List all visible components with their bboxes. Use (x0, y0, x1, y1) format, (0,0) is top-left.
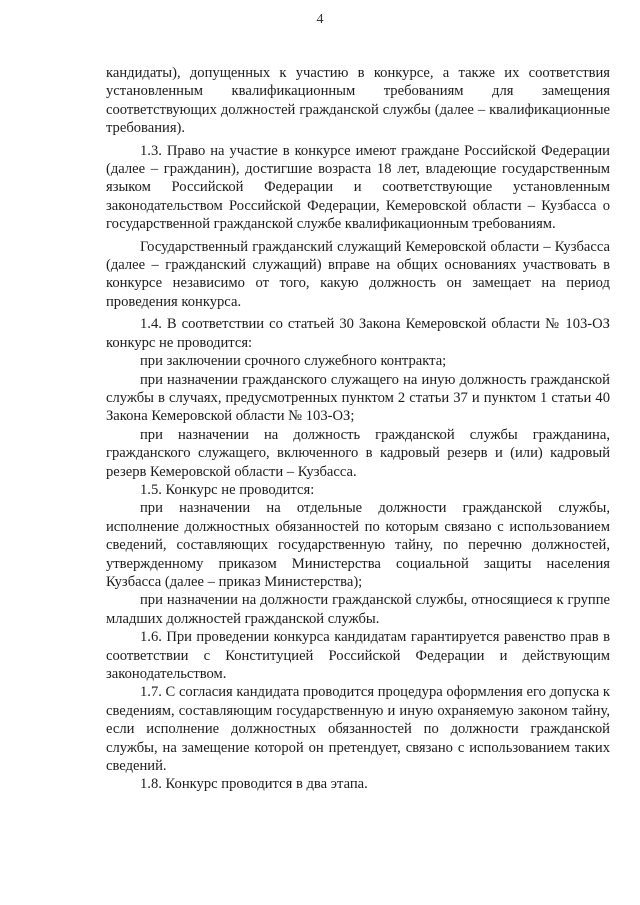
list-item-junior-positions: при назначении на должности гражданской службы, относящиеся к группе младших должностей гражданской службы. (106, 592, 610, 627)
list-item-fixed-term-contract: при заключении срочного служебного контракта; (140, 353, 447, 370)
paragraph-qualification-requirements: кандидаты), допущенных к участию в конкурсе, а также их соответствия установленным квалификационным требованиям для замещения соответствующих должностей гражданской службы (далее – квалификационные требования). (106, 65, 610, 137)
document-body (106, 64, 610, 794)
paragraph-1-6: 1.6. При проведении конкурса кандидатам гарантируется равенство прав в соответствии с Конституцией Российской Федерации и действующим законодательством. (106, 629, 610, 682)
paragraph-civil-servant: Государственный гражданский служащий Кемеровской области – Кузбасса (далее – гражданский служащий) вправе на общих основаниях участвовать в конкурсе независимо от того, какую должность он замещает на период проведения конкурса. (106, 238, 610, 310)
paragraph-1-7: 1.7. С согласия кандидата проводится процедура оформления его допуска к сведениям, составляющим государственную и иную охраняемую законом тайну, если исполнение должностных обязанностей по должности гражданской службы, на замещение которой он претендует, связано с использованием таких сведений. (106, 684, 610, 775)
list-item-personnel-reserve: при назначении на должность гражданской службы гражданина, гражданского служащего, включенного в кадровый резерв и (или) кадровый резерв Кемеровской области – Кузбасса. (106, 426, 610, 480)
paragraph-1-3: 1.3. Право на участие в конкурсе имеют граждане Российской Федерации (далее – гражданин), достигшие возраста 18 лет, владеющие государственным языком Российской Федерации и соответствующие установленным законодательством Российской Федерации, Кемеровской области – Кузбасса о государственной гражданской службе квалификационным требованиям. (106, 142, 610, 233)
paragraph-1-4: 1.4. В соответствии со статьей 30 Закона Кемеровской области № 103-ОЗ конкурс не проводится: (106, 316, 610, 351)
list-item-appointment-other-position: при назначении гражданского служащего на иную должность гражданской службы в случаях, предусмотренных пунктом 2 статьи 37 и пунктом 1 статьи 40 Закона Кемеровской области № 103-ОЗ; (106, 371, 610, 425)
paragraph-1-5: 1.5. Конкурс не проводится: (140, 481, 315, 498)
paragraph-1-8: 1.8. Конкурс проводится в два этапа. (140, 776, 368, 793)
list-item-state-secret: при назначении на отдельные должности гражданской службы, исполнение должностных обязанностей по которым связано с использованием сведений, составляющих государственную тайну, по перечню должностей, утвержденному приказом Министерства социальной защиты населения Кузбасса (далее – приказ Министерства); (106, 500, 610, 590)
page-number: 4 (316, 12, 324, 27)
